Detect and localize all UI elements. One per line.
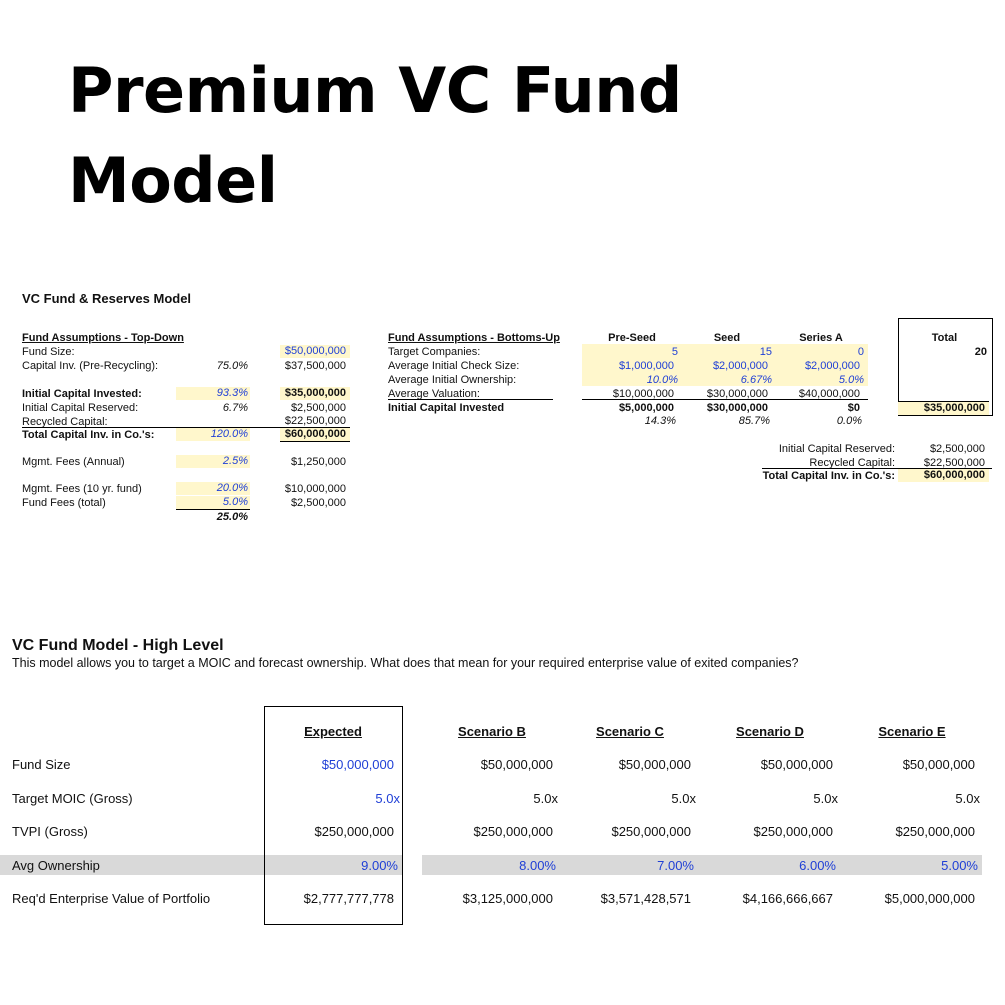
ownership-input[interactable]: 10.0% xyxy=(646,374,678,386)
topdown-value: $37,500,000 xyxy=(284,360,346,372)
avg-ownership-input[interactable]: 7.00% xyxy=(657,858,694,873)
summary-label: Total Capital Inv. in Co.'s: xyxy=(762,470,895,482)
highlevel-cell: 5.0x xyxy=(533,791,558,806)
scenario-header: Scenario C xyxy=(596,724,664,739)
bottomsup-label: Target Companies: xyxy=(388,346,481,358)
highlevel-cell: $50,000,000 xyxy=(618,757,691,772)
avg-ownership-input[interactable]: 5.00% xyxy=(941,858,978,873)
bottomsup-label: Average Initial Check Size: xyxy=(388,360,520,372)
ownership-input[interactable]: 5.0% xyxy=(838,374,864,386)
topdown-label: Fund Fees (total) xyxy=(22,497,106,509)
topdown-pct-input[interactable]: 93.3% xyxy=(176,387,250,400)
highlevel-row-label: Avg Ownership xyxy=(12,858,100,873)
target-moic-expected-input[interactable]: 5.0x xyxy=(375,791,400,806)
bottomsup-divider xyxy=(388,399,553,400)
highlevel-row-label: Fund Size xyxy=(12,757,71,772)
highlevel-cell: 5.0x xyxy=(671,791,696,806)
topdown-value: $2,500,000 xyxy=(290,497,346,509)
valuation-value: $10,000,000 xyxy=(612,388,674,400)
fund-size-input[interactable]: $50,000,000 xyxy=(280,345,350,358)
bottomsup-header: Fund Assumptions - Bottoms-Up xyxy=(388,332,560,344)
valuation-value: $40,000,000 xyxy=(798,388,860,400)
scenario-header: Scenario B xyxy=(458,724,526,739)
highlevel-cell: $4,166,666,667 xyxy=(742,891,833,906)
highlevel-cell: $50,000,000 xyxy=(480,757,553,772)
capital-invested-value: $0 xyxy=(847,402,860,414)
summary-value: $22,500,000 xyxy=(923,457,985,469)
highlevel-cell: $3,571,428,571 xyxy=(600,891,691,906)
highlevel-cell: $50,000,000 xyxy=(902,757,975,772)
topdown-value: $2,500,000 xyxy=(290,402,346,414)
col-total: Total xyxy=(931,332,958,344)
highlevel-cell: 5.0x xyxy=(955,791,980,806)
highlevel-cell: $250,000,000 xyxy=(753,824,833,839)
target-companies-input[interactable]: 15 xyxy=(759,346,772,358)
topdown-label: Total Capital Inv. in Co.'s: xyxy=(22,429,155,441)
summary-label: Recycled Capital: xyxy=(809,457,895,469)
bottomsup-label: Average Initial Ownership: xyxy=(388,374,517,386)
reserves-heading: VC Fund & Reserves Model xyxy=(22,291,192,306)
topdown-label: Initial Capital Invested: xyxy=(22,388,142,400)
topdown-label: Capital Inv. (Pre-Recycling): xyxy=(22,360,159,372)
check-size-input[interactable]: $1,000,000 xyxy=(618,360,674,372)
col-seed: Seed xyxy=(713,332,741,344)
highlevel-cell: $250,000,000 xyxy=(895,824,975,839)
summary-value: $2,500,000 xyxy=(929,443,985,455)
bottomsup-label: Average Valuation: xyxy=(388,388,480,400)
bottomsup-label: Initial Capital Invested xyxy=(388,402,505,414)
topdown-label: Recycled Capital: xyxy=(22,416,108,428)
avg-ownership-input[interactable]: 9.00% xyxy=(361,858,398,873)
topdown-label: Mgmt. Fees (10 yr. fund) xyxy=(22,483,142,495)
bottomsup-divider xyxy=(582,399,868,400)
allocation-pct: 0.0% xyxy=(836,415,862,427)
topdown-value: $35,000,000 xyxy=(280,387,350,400)
check-size-input[interactable]: $2,000,000 xyxy=(804,360,860,372)
highlevel-row-label: Target MOIC (Gross) xyxy=(12,791,133,806)
total-companies: 20 xyxy=(974,346,987,358)
capital-invested-value: $30,000,000 xyxy=(706,402,768,414)
col-pre-seed: Pre-Seed xyxy=(608,332,656,344)
check-size-input[interactable]: $2,000,000 xyxy=(712,360,768,372)
topdown-label: Mgmt. Fees (Annual) xyxy=(22,456,125,468)
topdown-header: Fund Assumptions - Top-Down xyxy=(22,332,184,344)
page-title-line-1: Premium VC Fund xyxy=(68,54,682,127)
valuation-value: $30,000,000 xyxy=(706,388,768,400)
highlevel-cell: $2,777,777,778 xyxy=(303,891,394,906)
highlevel-cell: $3,125,000,000 xyxy=(462,891,553,906)
topdown-label: Fund Size: xyxy=(22,346,75,358)
highlevel-heading: VC Fund Model - High Level xyxy=(12,637,224,654)
ownership-input[interactable]: 6.67% xyxy=(740,374,772,386)
summary-total-value: $60,000,000 xyxy=(898,469,989,482)
highlevel-cell: $250,000,000 xyxy=(611,824,691,839)
topdown-value: $10,000,000 xyxy=(284,483,346,495)
topdown-pct-input[interactable]: 120.0% xyxy=(176,428,250,441)
fund-fees-input[interactable]: 5.0% xyxy=(176,496,250,510)
fund-size-expected-input[interactable]: $50,000,000 xyxy=(321,757,394,772)
topdown-label: Initial Capital Reserved: xyxy=(22,402,139,414)
scenario-header-expected: Expected xyxy=(304,724,362,739)
highlevel-subtitle: This model allows you to target a MOIC and forecast ownership. What does that mean for your required enterprise value of exited companies? xyxy=(12,656,799,670)
highlevel-row-label: Req'd Enterprise Value of Portfolio xyxy=(12,891,211,906)
highlevel-cell: 5.0x xyxy=(813,791,838,806)
highlevel-cell: $50,000,000 xyxy=(760,757,833,772)
scenario-header: Scenario E xyxy=(878,724,946,739)
topdown-pct: 6.7% xyxy=(222,402,248,414)
highlevel-cell: $250,000,000 xyxy=(314,824,394,839)
target-companies-input[interactable]: 0 xyxy=(857,346,864,358)
allocation-pct: 85.7% xyxy=(738,415,770,427)
topdown-value: $60,000,000 xyxy=(280,428,350,442)
topdown-pct: 75.0% xyxy=(216,360,248,372)
target-companies-input[interactable]: 5 xyxy=(671,346,678,358)
page-title xyxy=(68,46,682,226)
avg-ownership-input[interactable]: 8.00% xyxy=(519,858,556,873)
topdown-value: $22,500,000 xyxy=(284,415,346,427)
highlevel-row-label: TVPI (Gross) xyxy=(12,824,88,839)
fees-total-pct: 25.0% xyxy=(216,511,248,523)
capital-invested-value: $5,000,000 xyxy=(618,402,674,414)
capital-invested-total: $35,000,000 xyxy=(898,401,989,416)
highlevel-cell: $5,000,000,000 xyxy=(884,891,975,906)
mgmt-fee-input[interactable]: 2.5% xyxy=(176,455,250,468)
page-title-line-2: Model xyxy=(68,144,278,217)
allocation-pct: 14.3% xyxy=(644,415,676,427)
col-series-a: Series A xyxy=(799,332,843,344)
scenario-header: Scenario D xyxy=(736,724,804,739)
summary-label: Initial Capital Reserved: xyxy=(778,443,895,455)
topdown-pct-input[interactable]: 20.0% xyxy=(176,482,250,495)
topdown-value: $1,250,000 xyxy=(290,456,346,468)
highlevel-cell: $250,000,000 xyxy=(473,824,553,839)
avg-ownership-input[interactable]: 6.00% xyxy=(799,858,836,873)
